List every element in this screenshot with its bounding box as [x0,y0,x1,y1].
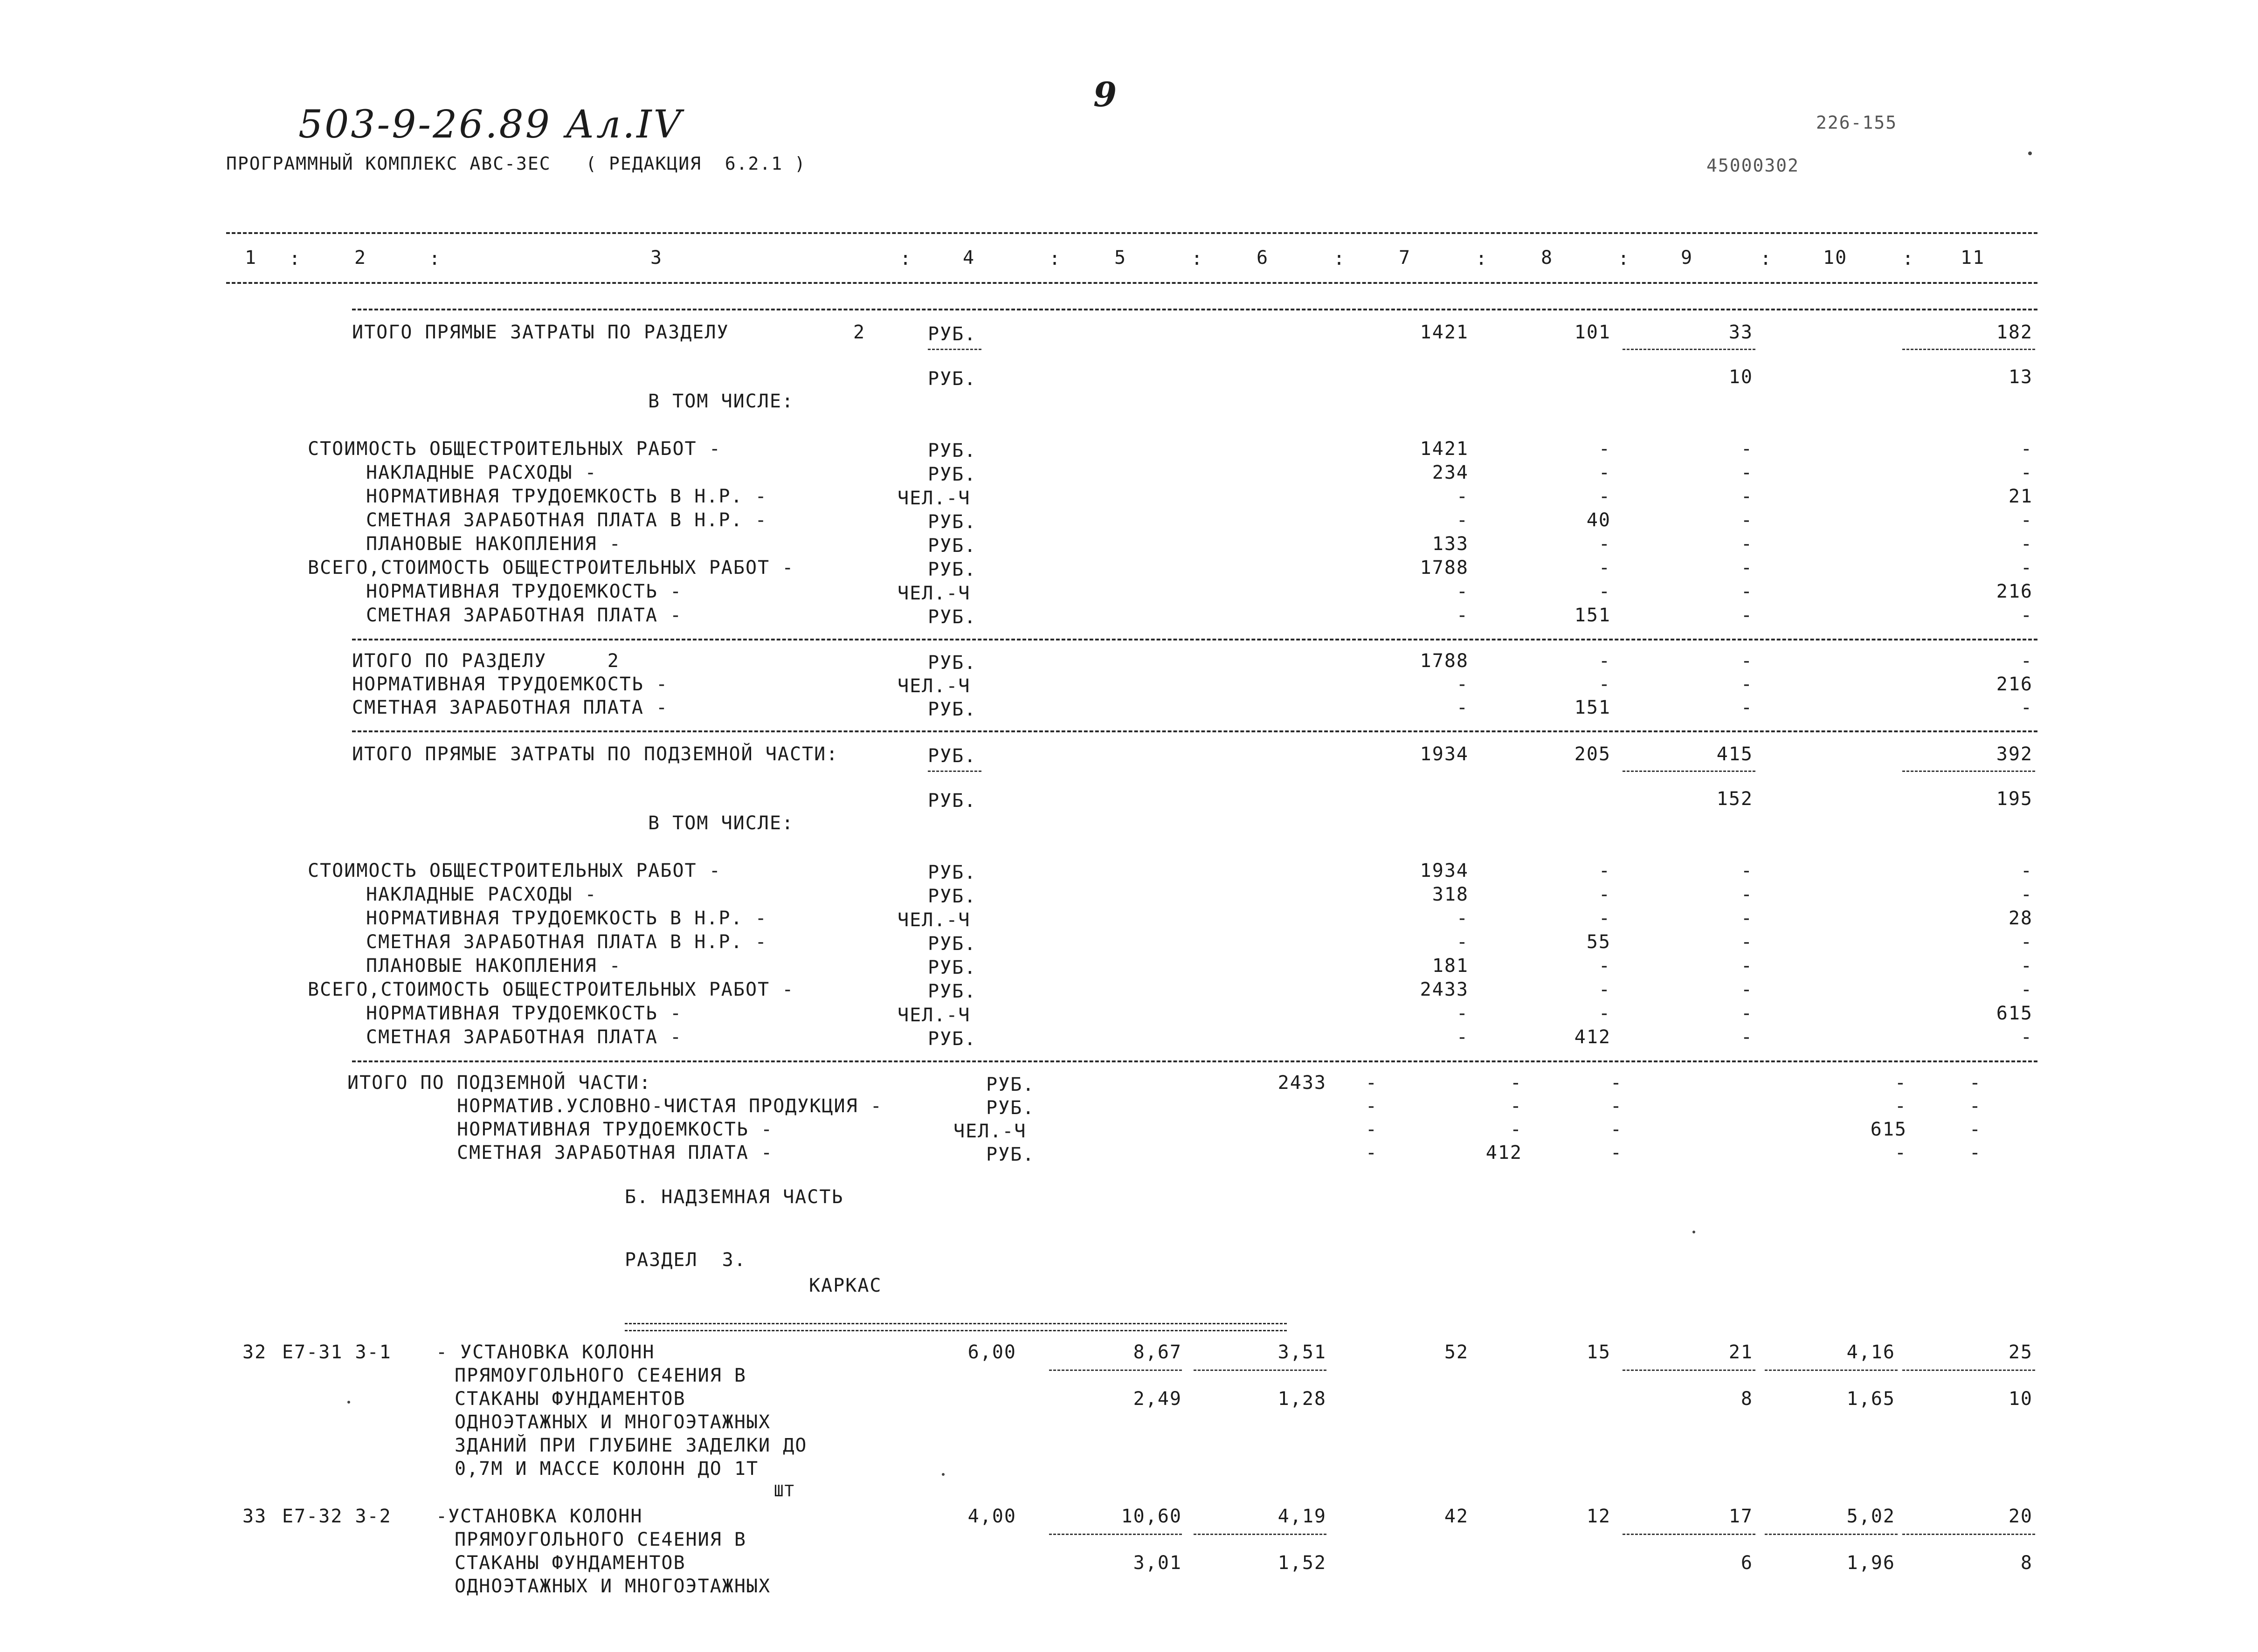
item-c6b: 1,52 [1277,1552,1326,1574]
column-number: 9 [1681,247,1693,268]
underground-summary-v3: - [1610,1142,1623,1163]
underground-summary-unit: РУБ. [986,1074,1035,1095]
underground-total-c9b: 152 [1716,788,1753,810]
section2-row-c8: - [1598,581,1611,602]
underground-row-c7: - [1456,1026,1469,1048]
underground-row-c7: - [1456,931,1469,953]
underground-summary-v4: - [1894,1095,1907,1117]
item-number: 32 [242,1342,267,1363]
underground-row-c8: - [1598,1003,1611,1024]
underground-summary-v1: - [1365,1072,1378,1094]
underground-row-c11: - [2020,860,2033,881]
underground-row-c11: - [2020,955,2033,977]
section2-summary-c9: - [1740,697,1753,718]
item-description: 0,7М И МАССЕ КОЛОНН ДО 1Т [455,1458,759,1480]
scan-speck [942,1473,945,1476]
column-number: 4 [963,247,975,268]
item-c10b: 1,65 [1846,1388,1895,1410]
underground-row-c11: 28 [2008,908,2033,929]
section2-row-c8: - [1598,533,1611,555]
item-rule-c11 [1902,1370,2035,1371]
section2-row-label: СТОИМОСТЬ ОБЩЕСТРОИТЕЛЬНЫХ РАБОТ - [308,438,721,460]
column-separator: : [1618,248,1630,269]
item-c11: 20 [2008,1506,2033,1527]
section2-row-c11: - [2020,605,2033,626]
underground-total-unit-rule [928,771,981,772]
section2-row-c7: 234 [1432,462,1469,483]
section2-summary-c8: - [1598,650,1611,672]
item-c10: 5,02 [1846,1506,1895,1527]
underground-row-c9: - [1740,860,1753,881]
section2-row-c9: - [1740,438,1753,460]
above-ground-title: Б. НАДЗЕМНАЯ ЧАСТЬ [625,1186,844,1208]
section2-row-c7: - [1456,605,1469,626]
section3-label: РАЗДЕЛ 3. [625,1249,746,1271]
scan-speck [347,1401,350,1404]
underground-summary-total: 2433 [1277,1072,1326,1094]
column-separator: : [1333,248,1346,269]
item-code: Е7-31 3-1 [282,1342,392,1363]
section2-row-c9: - [1740,557,1753,578]
underground-total-unit2: РУБ. [928,790,977,812]
item-c7: 52 [1444,1342,1469,1363]
column-number: 8 [1541,247,1554,268]
underground-summary-v5: - [1969,1119,1982,1140]
section2-row-c9: - [1740,486,1753,507]
item-description: -УСТАНОВКА КОЛОНН [436,1506,643,1527]
underground-row-c9: - [1740,979,1753,1000]
section2-row-label: СМЕТНАЯ ЗАРАБОТНАЯ ПЛАТА В Н.Р. - [366,509,767,531]
item-c6: 3,51 [1277,1342,1326,1363]
section2-row-c9: - [1740,462,1753,483]
underground-row-c11: 615 [1996,1003,2033,1024]
item-rule-c11 [1902,1534,2035,1535]
section2-row-c11: - [2020,557,2033,578]
item-c7: 42 [1444,1506,1469,1527]
underground-row-c9: - [1740,1026,1753,1048]
section2-row-c9: - [1740,605,1753,626]
underground-total-c9-rule [1623,771,1755,772]
section2-row-unit: РУБ. [928,511,977,533]
section2-summary-c11: - [2020,697,2033,718]
column-number: 7 [1399,247,1411,268]
item-code: Е7-32 3-2 [282,1506,392,1527]
section2-row-c8: - [1598,557,1611,578]
underground-row-unit: РУБ. [928,957,977,978]
underground-total-c8: 205 [1574,743,1611,765]
section2-row-c11: - [2020,462,2033,483]
underground-total-c11: 392 [1996,743,2033,765]
underground-row-c9: - [1740,955,1753,977]
section2-summary-c11: 216 [1996,674,2033,695]
section2-summary-c7: 1788 [1420,650,1469,672]
underground-row-label: СМЕТНАЯ ЗАРАБОТНАЯ ПЛАТА В Н.Р. - [366,931,767,953]
underground-summary-v4: - [1894,1072,1907,1094]
underground-summary-label: НОРМАТИВ.УСЛОВНО-ЧИСТАЯ ПРОДУКЦИЯ - [457,1095,883,1117]
section2-total-c11: 182 [1996,322,2033,343]
underground-summary-v1: - [1365,1095,1378,1117]
section2-row-c8: - [1598,438,1611,460]
section2-row-c7: - [1456,581,1469,602]
underground-row-label: НОРМАТИВНАЯ ТРУДОЕМКОСТЬ В Н.Р. - [366,908,767,929]
underground-row-c7: 1934 [1420,860,1469,881]
section2-row-c8: 151 [1574,605,1611,626]
section2-summary-rule [352,639,2037,640]
section2-total-c11-rule [1902,349,2035,350]
section3-double-rule [625,1323,1287,1331]
underground-row-c11: - [2020,931,2033,953]
section2-total-c8: 101 [1574,322,1611,343]
header-rule-top [226,232,2037,234]
section2-summary-label: НОРМАТИВНАЯ ТРУДОЕМКОСТЬ - [352,674,669,695]
underground-row-unit: РУБ. [928,981,977,1002]
section2-row-c7: 1788 [1420,557,1469,578]
section2-total-label: ИТОГО ПРЯМЫЕ ЗАТРАТЫ ПО РАЗДЕЛУ [352,322,729,343]
item-rule-c6 [1194,1370,1326,1371]
section2-summary-c9: - [1740,674,1753,695]
item-rule-c5 [1049,1370,1182,1371]
item-c9: 21 [1728,1342,1753,1363]
section2-row-c11: - [2020,533,2033,555]
item-c9b: 6 [1740,1552,1753,1574]
underground-summary-v2: - [1510,1095,1522,1117]
underground-row-c8: 412 [1574,1026,1611,1048]
column-separator: : [1902,248,1915,269]
underground-row-c9: - [1740,1003,1753,1024]
section2-summary-label: СМЕТНАЯ ЗАРАБОТНАЯ ПЛАТА - [352,697,669,718]
section2-row-c7: 133 [1432,533,1469,555]
section2-summary-c8: 151 [1574,697,1611,718]
item-rule-c5 [1049,1534,1182,1535]
underground-summary-v5: - [1969,1072,1982,1094]
underground-total-c11-rule [1902,771,2035,772]
item-description: ЗДАНИЙ ПРИ ГЛУБИНЕ ЗАДЕЛКИ ДО [455,1435,808,1456]
underground-total-c9: 415 [1716,743,1753,765]
column-number: 1 [245,247,257,268]
underground-summary-unit: РУБ. [986,1144,1035,1165]
underground-row-c8: 55 [1586,931,1611,953]
item-description: ПРЯМОУГОЛЬНОГО СЕ4ЕНИЯ В [455,1365,746,1386]
section2-summary-c11: - [2020,650,2033,672]
section2-summary-label: ИТОГО ПО РАЗДЕЛУ 2 [352,650,620,672]
margin-dot [2028,151,2032,155]
section2-total-c9-rule [1623,349,1755,350]
item-rule-c10 [1765,1534,1898,1535]
item-description: - УСТАНОВКА КОЛОНН [436,1342,655,1363]
column-separator: : [1760,248,1773,269]
underground-total-rule [352,730,2037,732]
section2-summary-unit: РУБ. [928,699,977,720]
section2-row-label: НОРМАТИВНАЯ ТРУДОЕМКОСТЬ - [366,581,683,602]
section2-row-unit: РУБ. [928,606,977,628]
section2-row-unit: ЧЕЛ.-Ч [898,583,971,604]
underground-row-label: НАКЛАДНЫЕ РАСХОДЫ - [366,884,597,905]
column-number: 6 [1257,247,1269,268]
item-c5b: 2,49 [1133,1388,1182,1410]
underground-total-unit: РУБ. [928,745,977,767]
underground-summary-v2: 412 [1485,1142,1522,1163]
section2-row-c11: 216 [1996,581,2033,602]
underground-summary-v2: - [1510,1072,1522,1094]
underground-row-c7: - [1456,1003,1469,1024]
section2-row-label: ВСЕГО,СТОИМОСТЬ ОБЩЕСТРОИТЕЛЬНЫХ РАБОТ - [308,557,794,578]
underground-summary-v1: - [1365,1119,1378,1140]
section2-row-label: ПЛАНОВЫЕ НАКОПЛЕНИЯ - [366,533,621,555]
section2-row-unit: РУБ. [928,559,977,580]
section2-row-label: НАКЛАДНЫЕ РАСХОДЫ - [366,462,597,483]
item-rule-c9 [1623,1370,1755,1371]
item-c10b: 1,96 [1846,1552,1895,1574]
item-c11b: 8 [2020,1552,2033,1574]
section2-row-label: СМЕТНАЯ ЗАРАБОТНАЯ ПЛАТА - [366,605,683,626]
item-c9b: 8 [1740,1388,1753,1410]
underground-row-unit: РУБ. [928,1028,977,1050]
underground-row-c11: - [2020,884,2033,905]
underground-summary-v3: - [1610,1095,1623,1117]
column-separator: : [289,248,302,269]
section2-total-unit: РУБ. [928,324,977,345]
item-rule-c9 [1623,1534,1755,1535]
item-c5b: 3,01 [1133,1552,1182,1574]
item-c5: 8,67 [1133,1342,1182,1363]
item-c11b: 10 [2008,1388,2033,1410]
underground-summary-title: ИТОГО ПО ПОДЗЕМНОЙ ЧАСТИ: [347,1072,652,1094]
column-separator: : [900,248,912,269]
underground-summary-v1: - [1365,1142,1378,1163]
section2-row-c9: - [1740,509,1753,531]
section2-row-c11: - [2020,438,2033,460]
section2-row-c8: - [1598,486,1611,507]
item-description: ОДНОЭТАЖНЫХ И МНОГОЭТАЖНЫХ [455,1576,771,1597]
item-description: ПРЯМОУГОЛЬНОГО СЕ4ЕНИЯ В [455,1529,746,1550]
item-c8: 12 [1586,1506,1611,1527]
item-description: СТАКАНЫ ФУНДАМЕНТОВ [455,1388,686,1410]
underground-row-label: СМЕТНАЯ ЗАРАБОТНАЯ ПЛАТА - [366,1026,683,1048]
column-separator: : [1476,248,1488,269]
underground-summary-v2: - [1510,1119,1522,1140]
section2-summary-unit: ЧЕЛ.-Ч [898,675,971,697]
column-separator: : [1049,248,1062,269]
section2-total-unit2: РУБ. [928,368,977,390]
section2-row-unit: РУБ. [928,535,977,557]
underground-total-label: ИТОГО ПРЯМЫЕ ЗАТРАТЫ ПО ПОДЗЕМНОЙ ЧАСТИ: [352,743,839,765]
underground-summary-v4: 615 [1870,1119,1907,1140]
section2-row-label: НОРМАТИВНАЯ ТРУДОЕМКОСТЬ В Н.Р. - [366,486,767,507]
project-code: 503-9-26.89 Ал.IV [298,103,683,147]
underground-row-c8: - [1598,979,1611,1000]
underground-row-c9: - [1740,908,1753,929]
section2-row-c7: - [1456,509,1469,531]
underground-summary-v5: - [1969,1142,1982,1163]
underground-summary-v5: - [1969,1095,1982,1117]
underground-summary-v3: - [1610,1072,1623,1094]
item-rule-c10 [1765,1370,1898,1371]
underground-row-c9: - [1740,884,1753,905]
underground-row-label: ВСЕГО,СТОИМОСТЬ ОБЩЕСТРОИТЕЛЬНЫХ РАБОТ - [308,979,794,1000]
section2-summary-c7: - [1456,697,1469,718]
column-number: 5 [1114,247,1127,268]
item-c6b: 1,28 [1277,1388,1326,1410]
underground-row-label: СТОИМОСТЬ ОБЩЕСТРОИТЕЛЬНЫХ РАБОТ - [308,860,721,881]
item-c8: 15 [1586,1342,1611,1363]
item-rule-c6 [1194,1534,1326,1535]
underground-row-c7: - [1456,908,1469,929]
underground-row-c8: - [1598,884,1611,905]
section2-summary-c9: - [1740,650,1753,672]
underground-row-unit: РУБ. [928,886,977,907]
section2-summary-c7: - [1456,674,1469,695]
section2-row-c11: 21 [2008,486,2033,507]
column-number: 10 [1823,247,1848,268]
section2-row-c9: - [1740,581,1753,602]
underground-summary-unit: ЧЕЛ.-Ч [953,1121,1027,1142]
section2-total-rule [352,309,2037,310]
underground-summary-v3: - [1610,1119,1623,1140]
underground-row-unit: РУБ. [928,933,977,955]
section2-row-c7: 1421 [1420,438,1469,460]
underground-row-c8: - [1598,955,1611,977]
document-number: 226-155 [1816,112,1898,133]
column-number: 2 [354,247,367,268]
section2-total-c7: 1421 [1420,322,1469,343]
underground-row-c11: - [2020,1026,2033,1048]
section2-total-c9b: 10 [1728,366,1753,388]
underground-summary-rule [352,1060,2037,1062]
underground-row-unit: ЧЕЛ.-Ч [898,1005,971,1026]
underground-row-c11: - [2020,979,2033,1000]
column-separator: : [1191,248,1204,269]
item-description: ОДНОЭТАЖНЫХ И МНОГОЭТАЖНЫХ [455,1411,771,1433]
underground-row-c7: 318 [1432,884,1469,905]
underground-row-label: ПЛАНОВЫЕ НАКОПЛЕНИЯ - [366,955,621,977]
underground-summary-label: НОРМАТИВНАЯ ТРУДОЕМКОСТЬ - [457,1119,773,1140]
item-c5: 10,60 [1121,1506,1182,1527]
section2-total-c9: 33 [1728,322,1753,343]
underground-row-c8: - [1598,908,1611,929]
section2-row-unit: РУБ. [928,440,977,461]
section2-row-c7: - [1456,486,1469,507]
item-c9: 17 [1728,1506,1753,1527]
underground-row-c7: 2433 [1420,979,1469,1000]
item-c4: 6,00 [967,1342,1016,1363]
program-title: ПРОГРАММНЫЙ КОМПЛЕКС АВС-3ЕС ( РЕДАКЦИЯ 6.2.1 ) [226,153,806,174]
section2-summary-c8: - [1598,674,1611,695]
header-rule-bottom [226,282,2037,284]
underground-row-c8: - [1598,860,1611,881]
section2-total-c11b: 13 [2008,366,2033,388]
item-description: СТАКАНЫ ФУНДАМЕНТОВ [455,1552,686,1574]
underground-summary-v4: - [1894,1142,1907,1163]
section2-total-unit-rule [928,349,981,350]
item-c11: 25 [2008,1342,2033,1363]
underground-total-subtitle: В ТОМ ЧИСЛЕ: [648,812,794,834]
underground-summary-label: СМЕТНАЯ ЗАРАБОТНАЯ ПЛАТА - [457,1142,773,1163]
underground-total-c7: 1934 [1420,743,1469,765]
section2-row-c8: - [1598,462,1611,483]
section2-total-number: 2 [853,322,866,343]
code-number: 45000302 [1706,155,1800,176]
section2-row-c9: - [1740,533,1753,555]
scan-speck [1692,1231,1695,1233]
item-c6: 4,19 [1277,1506,1326,1527]
page-number: 9 [1093,75,1117,114]
item-number: 33 [242,1506,267,1527]
section2-summary-unit: РУБ. [928,652,977,674]
column-number: 11 [1961,247,1985,268]
section2-total-subtitle: В ТОМ ЧИСЛЕ: [648,391,794,412]
underground-total-c11b: 195 [1996,788,2033,810]
item-unit: ШТ [774,1482,795,1501]
section2-row-c11: - [2020,509,2033,531]
section2-row-unit: РУБ. [928,464,977,485]
underground-row-unit: РУБ. [928,862,977,883]
underground-row-c9: - [1740,931,1753,953]
section2-row-c8: 40 [1586,509,1611,531]
underground-summary-unit: РУБ. [986,1097,1035,1119]
column-number: 3 [650,247,663,268]
item-c4: 4,00 [967,1506,1016,1527]
item-c10: 4,16 [1846,1342,1895,1363]
underground-row-label: НОРМАТИВНАЯ ТРУДОЕМКОСТЬ - [366,1003,683,1024]
underground-row-c7: 181 [1432,955,1469,977]
section3-name: КАРКАС [809,1275,882,1296]
underground-row-unit: ЧЕЛ.-Ч [898,909,971,931]
section2-row-unit: ЧЕЛ.-Ч [898,488,971,509]
column-separator: : [429,248,442,269]
